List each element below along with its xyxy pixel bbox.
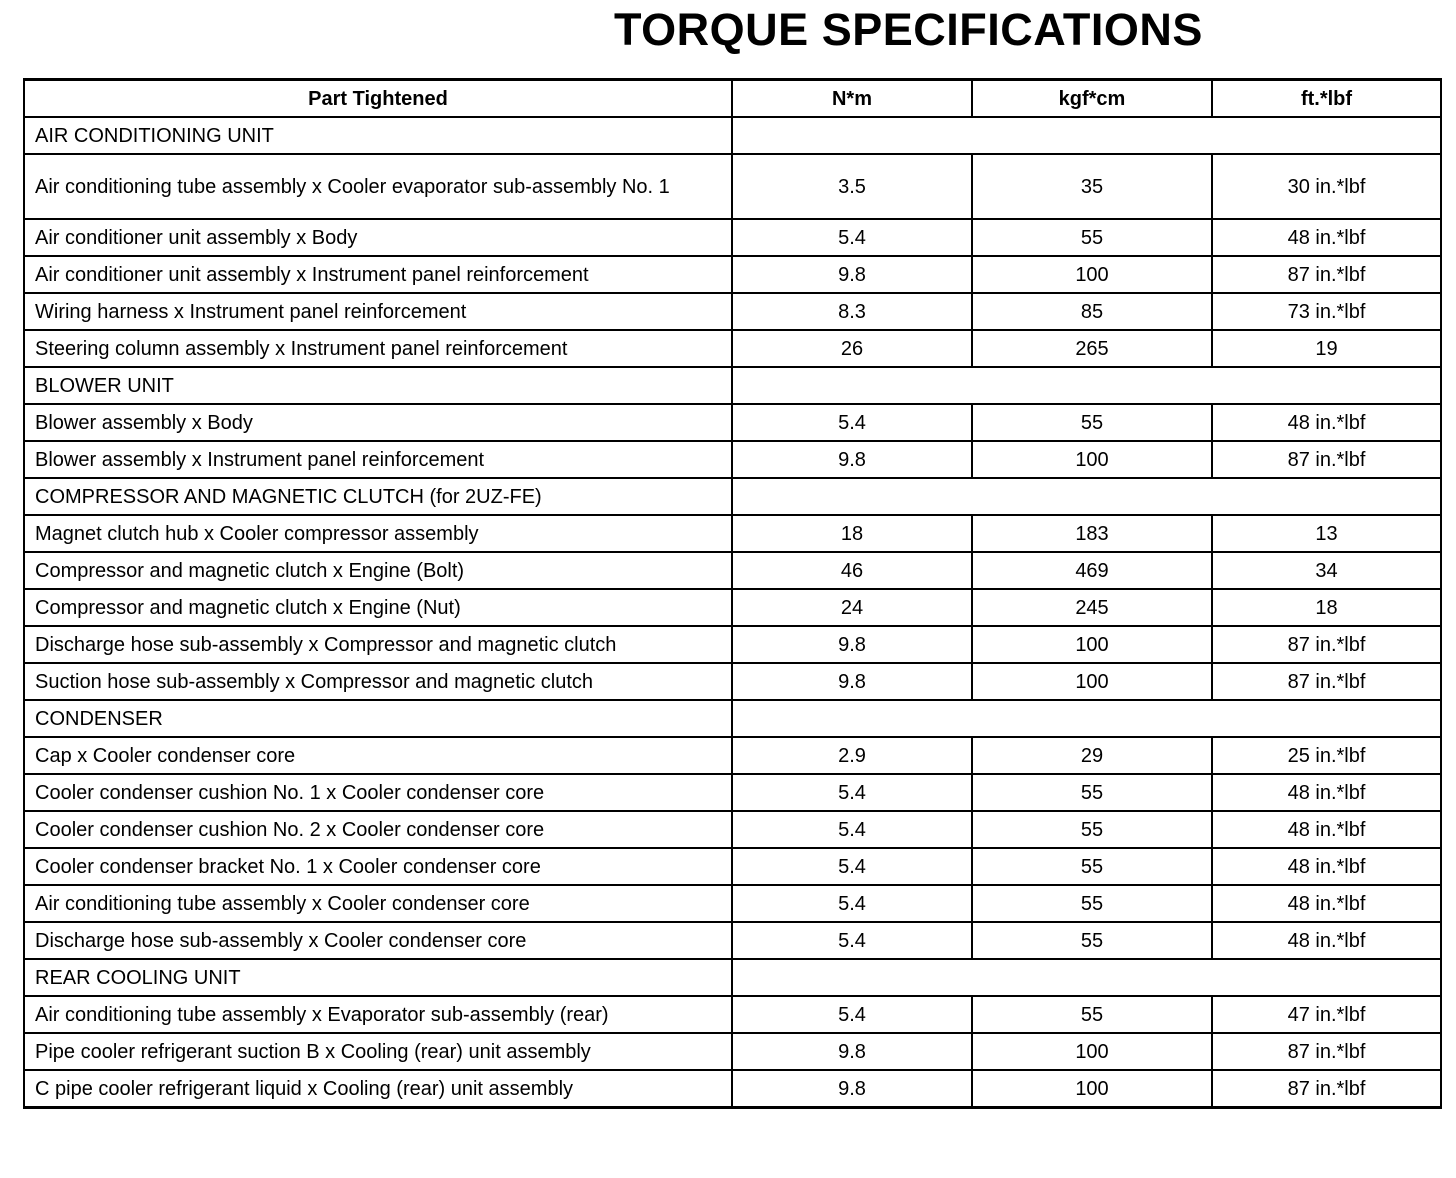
part-cell: Air conditioner unit assembly x Body (24, 219, 732, 256)
page-title: TORQUE SPECIFICATIONS (614, 4, 1203, 55)
section-title: AIR CONDITIONING UNIT (24, 117, 732, 154)
nm-cell: 5.4 (732, 774, 972, 811)
kgf-cm-cell: 265 (972, 330, 1212, 367)
table-row (24, 996, 1441, 1033)
table-row (24, 219, 1441, 256)
part-cell: Steering column assembly x Instrument panel reinforcement (24, 330, 732, 367)
kgf-cm-cell: 100 (972, 663, 1212, 700)
section-header-row (24, 959, 1441, 996)
nm-cell: 9.8 (732, 256, 972, 293)
section-empty-cell (732, 700, 1441, 737)
section-header-row (24, 700, 1441, 737)
nm-cell: 9.8 (732, 1070, 972, 1108)
nm-cell: 5.4 (732, 404, 972, 441)
table-row (24, 848, 1441, 885)
nm-cell: 9.8 (732, 626, 972, 663)
table-row (24, 293, 1441, 330)
ft-lbf-cell: 48 in.*lbf (1212, 922, 1441, 959)
ft-lbf-cell: 87 in.*lbf (1212, 256, 1441, 293)
ft-lbf-cell: 34 (1212, 552, 1441, 589)
ft-lbf-cell: 87 in.*lbf (1212, 1033, 1441, 1070)
ft-lbf-cell: 87 in.*lbf (1212, 1070, 1441, 1108)
table-row (24, 1033, 1441, 1070)
section-title: CONDENSER (24, 700, 732, 737)
ft-lbf-cell: 48 in.*lbf (1212, 774, 1441, 811)
ft-lbf-cell: 48 in.*lbf (1212, 404, 1441, 441)
part-cell: Air conditioning tube assembly x Cooler condenser core (24, 885, 732, 922)
part-cell: Discharge hose sub-assembly x Cooler condenser core (24, 922, 732, 959)
section-title: BLOWER UNIT (24, 367, 732, 404)
nm-cell: 8.3 (732, 293, 972, 330)
section-header-row (24, 367, 1441, 404)
ft-lbf-cell: 87 in.*lbf (1212, 441, 1441, 478)
kgf-cm-cell: 55 (972, 885, 1212, 922)
kgf-cm-cell: 29 (972, 737, 1212, 774)
section-empty-cell (732, 117, 1441, 154)
nm-cell: 9.8 (732, 1033, 972, 1070)
ft-lbf-cell: 48 in.*lbf (1212, 848, 1441, 885)
header-ft-lbf: ft.*lbf (1212, 80, 1441, 118)
header-kgf-cm: kgf*cm (972, 80, 1212, 118)
ft-lbf-cell: 30 in.*lbf (1212, 154, 1441, 219)
kgf-cm-cell: 55 (972, 922, 1212, 959)
torque-spec-table (23, 78, 1442, 1109)
table-row (24, 737, 1441, 774)
kgf-cm-cell: 55 (972, 404, 1212, 441)
ft-lbf-cell: 25 in.*lbf (1212, 737, 1441, 774)
part-cell: Cooler condenser bracket No. 1 x Cooler condenser core (24, 848, 732, 885)
kgf-cm-cell: 100 (972, 1033, 1212, 1070)
section-empty-cell (732, 959, 1441, 996)
nm-cell: 5.4 (732, 811, 972, 848)
table-row (24, 811, 1441, 848)
ft-lbf-cell: 19 (1212, 330, 1441, 367)
kgf-cm-cell: 35 (972, 154, 1212, 219)
nm-cell: 46 (732, 552, 972, 589)
nm-cell: 2.9 (732, 737, 972, 774)
section-title: COMPRESSOR AND MAGNETIC CLUTCH (for 2UZ-FE) (24, 478, 732, 515)
section-header-row (24, 478, 1441, 515)
kgf-cm-cell: 100 (972, 626, 1212, 663)
table-row (24, 922, 1441, 959)
ft-lbf-cell: 18 (1212, 589, 1441, 626)
table-row (24, 404, 1441, 441)
table-row (24, 663, 1441, 700)
nm-cell: 5.4 (732, 996, 972, 1033)
header-part-tightened: Part Tightened (24, 80, 732, 118)
part-cell: Compressor and magnetic clutch x Engine (Nut) (24, 589, 732, 626)
nm-cell: 26 (732, 330, 972, 367)
nm-cell: 9.8 (732, 441, 972, 478)
nm-cell: 24 (732, 589, 972, 626)
kgf-cm-cell: 85 (972, 293, 1212, 330)
ft-lbf-cell: 87 in.*lbf (1212, 626, 1441, 663)
section-empty-cell (732, 367, 1441, 404)
table-row (24, 1070, 1441, 1108)
part-cell: Wiring harness x Instrument panel reinforcement (24, 293, 732, 330)
part-cell: Air conditioner unit assembly x Instrument panel reinforcement (24, 256, 732, 293)
table-row (24, 256, 1441, 293)
table-row (24, 885, 1441, 922)
section-empty-cell (732, 478, 1441, 515)
table-row (24, 774, 1441, 811)
kgf-cm-cell: 55 (972, 811, 1212, 848)
kgf-cm-cell: 55 (972, 219, 1212, 256)
table-row (24, 330, 1441, 367)
kgf-cm-cell: 469 (972, 552, 1212, 589)
part-cell: Suction hose sub-assembly x Compressor and magnetic clutch (24, 663, 732, 700)
part-cell: Blower assembly x Instrument panel reinforcement (24, 441, 732, 478)
nm-cell: 18 (732, 515, 972, 552)
part-cell: Air conditioning tube assembly x Cooler evaporator sub-assembly No. 1 (24, 154, 732, 219)
part-cell: Air conditioning tube assembly x Evaporator sub-assembly (rear) (24, 996, 732, 1033)
part-cell: Cap x Cooler condenser core (24, 737, 732, 774)
section-title: REAR COOLING UNIT (24, 959, 732, 996)
part-cell: Compressor and magnetic clutch x Engine (Bolt) (24, 552, 732, 589)
nm-cell: 3.5 (732, 154, 972, 219)
ft-lbf-cell: 13 (1212, 515, 1441, 552)
nm-cell: 9.8 (732, 663, 972, 700)
table-row (24, 589, 1441, 626)
kgf-cm-cell: 55 (972, 996, 1212, 1033)
part-cell: Cooler condenser cushion No. 2 x Cooler condenser core (24, 811, 732, 848)
table-row (24, 154, 1441, 219)
ft-lbf-cell: 73 in.*lbf (1212, 293, 1441, 330)
kgf-cm-cell: 183 (972, 515, 1212, 552)
section-header-row (24, 117, 1441, 154)
kgf-cm-cell: 100 (972, 256, 1212, 293)
part-cell: Pipe cooler refrigerant suction B x Cooling (rear) unit assembly (24, 1033, 732, 1070)
table-row (24, 626, 1441, 663)
kgf-cm-cell: 245 (972, 589, 1212, 626)
part-cell: C pipe cooler refrigerant liquid x Cooling (rear) unit assembly (24, 1070, 732, 1108)
nm-cell: 5.4 (732, 885, 972, 922)
part-cell: Magnet clutch hub x Cooler compressor assembly (24, 515, 732, 552)
part-cell: Blower assembly x Body (24, 404, 732, 441)
nm-cell: 5.4 (732, 219, 972, 256)
ft-lbf-cell: 47 in.*lbf (1212, 996, 1441, 1033)
kgf-cm-cell: 100 (972, 441, 1212, 478)
table-row (24, 441, 1441, 478)
ft-lbf-cell: 48 in.*lbf (1212, 885, 1441, 922)
kgf-cm-cell: 100 (972, 1070, 1212, 1108)
table-header-row (24, 80, 1441, 118)
part-cell: Cooler condenser cushion No. 1 x Cooler condenser core (24, 774, 732, 811)
header-nm: N*m (732, 80, 972, 118)
ft-lbf-cell: 48 in.*lbf (1212, 219, 1441, 256)
kgf-cm-cell: 55 (972, 848, 1212, 885)
table-row (24, 552, 1441, 589)
nm-cell: 5.4 (732, 922, 972, 959)
part-cell: Discharge hose sub-assembly x Compressor and magnetic clutch (24, 626, 732, 663)
table-row (24, 515, 1441, 552)
kgf-cm-cell: 55 (972, 774, 1212, 811)
ft-lbf-cell: 48 in.*lbf (1212, 811, 1441, 848)
ft-lbf-cell: 87 in.*lbf (1212, 663, 1441, 700)
nm-cell: 5.4 (732, 848, 972, 885)
table-body (24, 117, 1441, 1108)
